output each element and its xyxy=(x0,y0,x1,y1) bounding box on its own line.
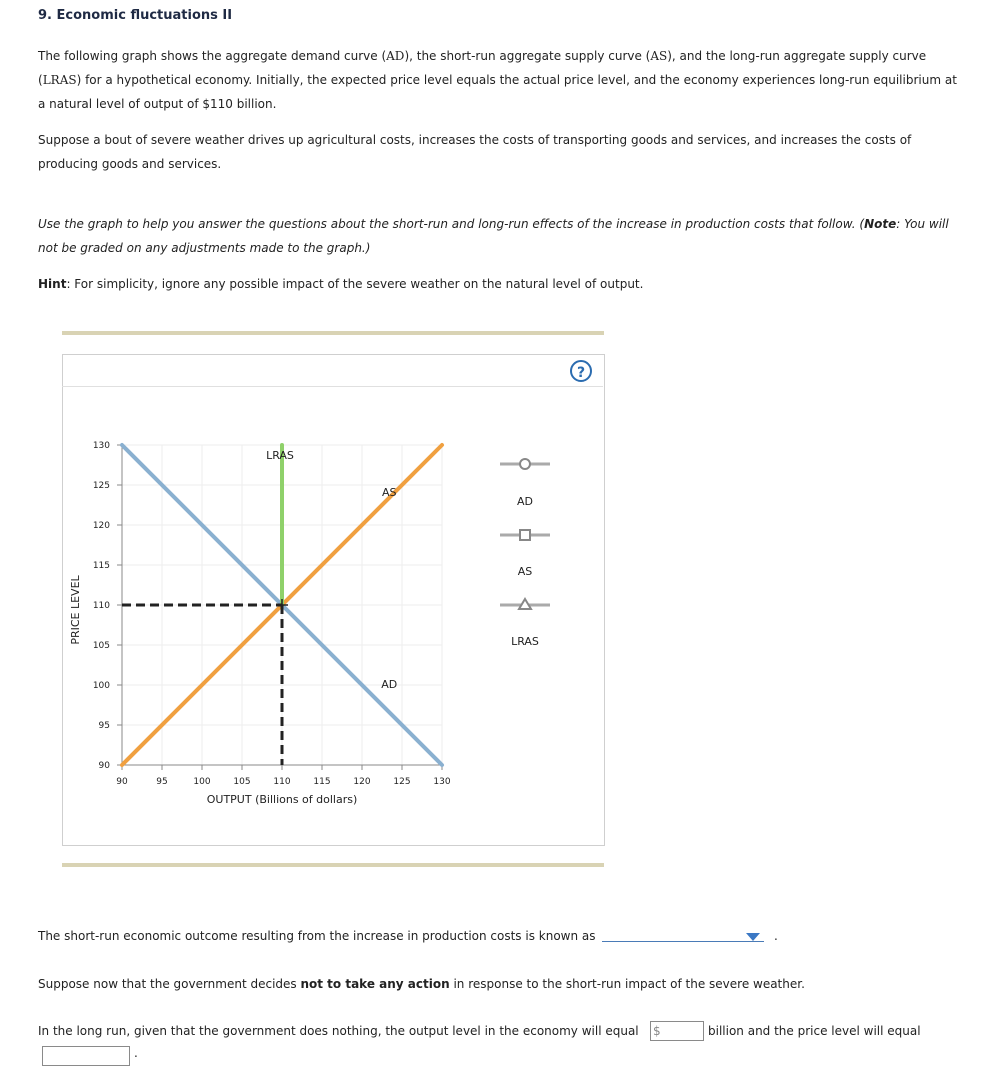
x-tick-label: 95 xyxy=(156,777,168,787)
intro-paragraph-1: The following graph shows the aggregate demand curve (AD), the short-run aggregate supply curve (AS), and the long-run aggregate supply curve (LRAS) for a hypothetical economy. Initially, the expected price level equals the actual price level, and the economy experiences long-run equilibrium at a natural level of output of $110 billion. xyxy=(38,49,957,111)
y-tick-label: 120 xyxy=(92,521,110,531)
x-tick-label: 130 xyxy=(433,777,451,787)
y-tick-label: 125 xyxy=(92,481,110,491)
price-level-input[interactable] xyxy=(42,1046,130,1066)
y-tick-label: 110 xyxy=(92,601,110,611)
economy-graph[interactable] xyxy=(62,400,602,820)
hint-paragraph: Hint: For simplicity, ignore any possible impact of the severe weather on the natural level of output. xyxy=(38,277,644,291)
x-tick-label: 100 xyxy=(193,777,211,787)
dollar-sign: $ xyxy=(653,1024,661,1038)
question-2-text: In the long run, given that the government does nothing, the output level in the economy will equal xyxy=(38,1024,639,1038)
y-tick-label: 115 xyxy=(92,561,110,571)
dropdown-arrow-icon[interactable] xyxy=(746,933,760,941)
graph-top-bar xyxy=(62,331,604,335)
legend-label: AS xyxy=(517,565,533,578)
x-tick-label: 110 xyxy=(273,777,291,787)
x-tick-label: 90 xyxy=(116,777,128,787)
question-2-text-b: billion and the price level will equal xyxy=(708,1024,921,1038)
graph-bottom-bar xyxy=(62,863,604,867)
intro-paragraph-2: Suppose a bout of severe weather drives up agricultural costs, increases the costs of transporting goods and services, and increases the costs of producing goods and services. xyxy=(38,133,912,171)
graph-panel-divider xyxy=(62,386,603,387)
as-label: AS xyxy=(381,486,397,499)
lras-label: LRAS xyxy=(266,449,294,462)
output-level-input[interactable] xyxy=(650,1021,704,1041)
legend-item-as[interactable] xyxy=(500,530,550,578)
legend-square-icon xyxy=(520,530,530,540)
y-axis-label: PRICE LEVEL xyxy=(69,575,82,645)
intro-paragraph-3: Use the graph to help you answer the questions about the short-run and long-run effects of the increase in production costs that follow. (Note: You will not be graded on any adjustments made to the graph.) xyxy=(38,217,949,255)
as-term: AS xyxy=(650,49,668,63)
x-tick-label: 115 xyxy=(313,777,331,787)
legend xyxy=(500,459,550,648)
help-icon[interactable]: ? xyxy=(570,360,592,382)
y-tick-label: 90 xyxy=(98,761,110,771)
y-tick-label: 105 xyxy=(92,641,110,651)
ad-label: AD xyxy=(381,678,398,691)
lras-term: LRAS xyxy=(42,73,77,87)
paragraph-4: Suppose now that the government decides not to take any action in response to the short-run impact of the severe weather. xyxy=(38,977,805,991)
x-axis-label: OUTPUT (Billions of dollars) xyxy=(206,793,358,806)
legend-label: LRAS xyxy=(511,635,539,648)
y-tick-label: 95 xyxy=(98,721,110,731)
x-tick-label: 105 xyxy=(233,777,251,787)
legend-circle-icon xyxy=(520,459,530,469)
x-tick-label: 125 xyxy=(393,777,411,787)
ad-term: AD xyxy=(386,49,405,63)
legend-item-ad[interactable] xyxy=(500,459,550,508)
legend-label: AD xyxy=(517,495,533,508)
y-tick-label: 100 xyxy=(92,681,110,691)
legend-item-lras[interactable] xyxy=(500,599,550,648)
y-tick-label: 130 xyxy=(92,441,110,451)
x-tick-label: 120 xyxy=(353,777,371,787)
outcome-dropdown[interactable] xyxy=(602,941,764,942)
page-title: 9. Economic fluctuations II xyxy=(38,8,233,23)
question-1-text: The short-run economic outcome resulting from the increase in production costs is known as xyxy=(38,929,596,943)
